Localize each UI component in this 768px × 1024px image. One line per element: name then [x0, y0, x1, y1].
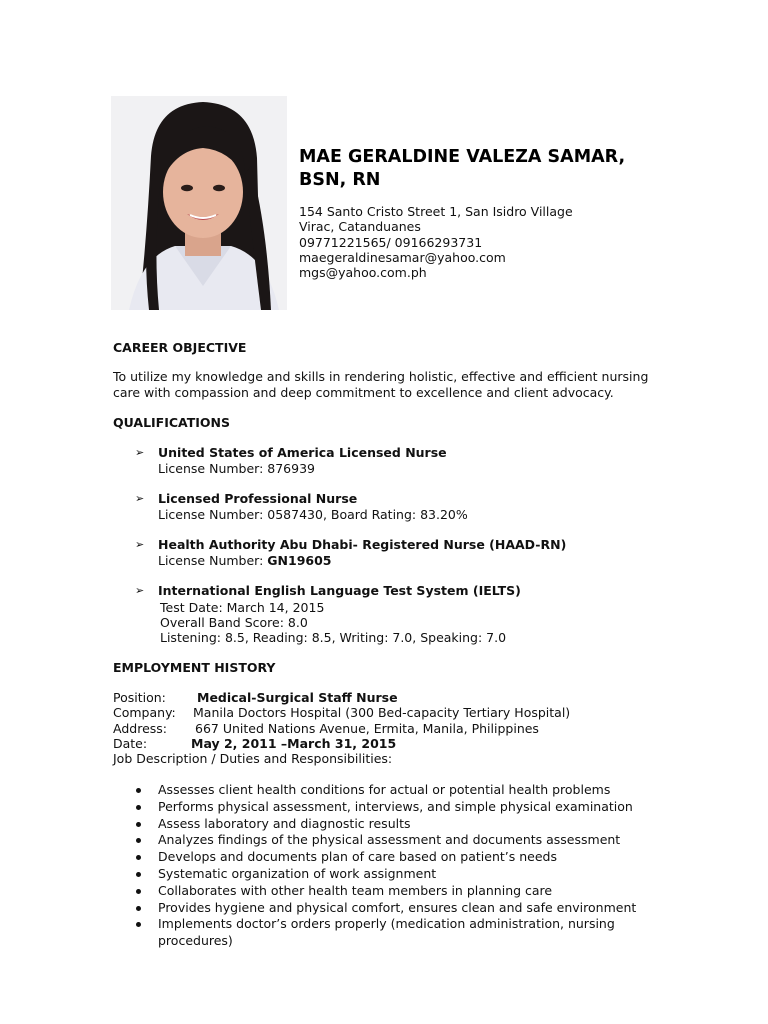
arrow-bullet-icon: ➢ — [135, 584, 145, 597]
bullet-icon — [136, 855, 141, 860]
date-value: May 2, 2011 –March 31, 2015 — [191, 736, 397, 751]
job-description-label: Job Description / Duties and Responsibilities: — [113, 751, 393, 766]
bullet-icon — [136, 805, 141, 810]
career-objective-heading: CAREER OBJECTIVE — [113, 340, 247, 355]
date-label: Date: — [113, 736, 148, 751]
contact-address-line-1: 154 Santo Cristo Street 1, San Isidro Village — [299, 204, 573, 219]
duty-text: Analyzes findings of the physical assessment and documents assessment — [158, 832, 621, 848]
name-line-2: BSN, RN — [299, 170, 381, 190]
bullet-icon — [136, 906, 141, 911]
contact-address-line-2: Virac, Catanduanes — [299, 219, 421, 235]
duties-list — [136, 782, 656, 950]
company-label: Company: — [113, 705, 176, 720]
position-label: Position: — [113, 690, 166, 705]
qualification-title: Licensed Professional Nurse — [158, 491, 358, 506]
qualification-title: Health Authority Abu Dhabi- Registered Nurse (HAAD-RN) — [158, 537, 567, 552]
qualification-detail: Listening: 8.5, Reading: 8.5, Writing: 7.0, Speaking: 7.0 — [160, 630, 507, 645]
list-item — [136, 849, 656, 866]
list-item — [136, 816, 656, 833]
bullet-icon — [136, 838, 141, 843]
bullet-icon — [136, 788, 141, 793]
position-value: Medical-Surgical Staff Nurse — [197, 690, 398, 705]
bullet-icon — [136, 889, 141, 894]
bullet-icon — [136, 822, 141, 827]
name-line-1: MAE GERALDINE VALEZA SAMAR, — [299, 147, 626, 167]
qualification-detail — [158, 553, 332, 569]
address-value: 667 United Nations Avenue, Ermita, Manila, Philippines — [195, 721, 539, 736]
duty-text: Assesses client health conditions for actual or potential health problems — [158, 782, 611, 797]
license-number: GN19605 — [267, 553, 332, 568]
career-objective-line-1: To utilize my knowledge and skills in rendering holistic, effective and efficient nursing — [113, 369, 649, 384]
duty-text: Develops and documents plan of care based on patient’s needs — [158, 849, 557, 865]
duty-text-line-1: Implements doctor’s orders properly (medication administration, nursing — [158, 916, 615, 932]
qualification-title: United States of America Licensed Nurse — [158, 445, 447, 460]
list-item — [136, 916, 656, 950]
duty-text: Assess laboratory and diagnostic results — [158, 815, 411, 831]
bullet-icon — [136, 922, 141, 927]
list-item — [136, 832, 656, 849]
qualification-detail: Test Date: March 14, 2015 — [160, 600, 325, 615]
qualification-detail: License Number: 0587430, Board Rating: 83.20% — [158, 507, 468, 522]
contact-email-2[interactable]: mgs@yahoo.com.ph — [299, 265, 427, 281]
list-item — [136, 900, 656, 917]
list-item — [136, 883, 656, 900]
qualification-detail: Overall Band Score: 8.0 — [160, 615, 308, 630]
duty-text-line-2: procedures) — [158, 933, 233, 949]
license-label: License Number: — [158, 553, 268, 568]
qualifications-heading: QUALIFICATIONS — [113, 415, 231, 430]
employment-history-heading: EMPLOYMENT HISTORY — [113, 660, 276, 675]
list-item — [136, 799, 656, 816]
duty-text: Collaborates with other health team members in planning care — [158, 882, 553, 898]
profile-photo — [111, 96, 287, 310]
qualification-detail: License Number: 876939 — [158, 461, 315, 476]
arrow-bullet-icon: ➢ — [135, 446, 145, 459]
duty-text — [158, 916, 615, 948]
duty-text: Performs physical assessment, interviews, and simple physical examination — [158, 798, 633, 814]
address-label: Address: — [113, 721, 167, 736]
qualification-title: International English Language Test System (IELTS) — [158, 583, 521, 598]
contact-block — [299, 204, 679, 280]
company-value: Manila Doctors Hospital (300 Bed-capacity Tertiary Hospital) — [193, 705, 571, 720]
list-item — [136, 782, 656, 799]
arrow-bullet-icon: ➢ — [135, 538, 145, 551]
contact-email-1[interactable]: maegeraldinesamar@yahoo.com — [299, 249, 506, 265]
contact-phone: 09771221565/ 09166293731 — [299, 234, 483, 250]
arrow-bullet-icon: ➢ — [135, 492, 145, 505]
career-objective-text — [113, 369, 673, 400]
bullet-icon — [136, 872, 141, 877]
career-objective-line-2: care with compassion and deep commitment to excellence and client advocacy. — [113, 384, 614, 400]
applicant-name — [299, 146, 679, 192]
duty-text: Provides hygiene and physical comfort, ensures clean and safe environment — [158, 899, 637, 915]
duty-text: Systematic organization of work assignment — [158, 865, 437, 881]
list-item — [136, 866, 656, 883]
